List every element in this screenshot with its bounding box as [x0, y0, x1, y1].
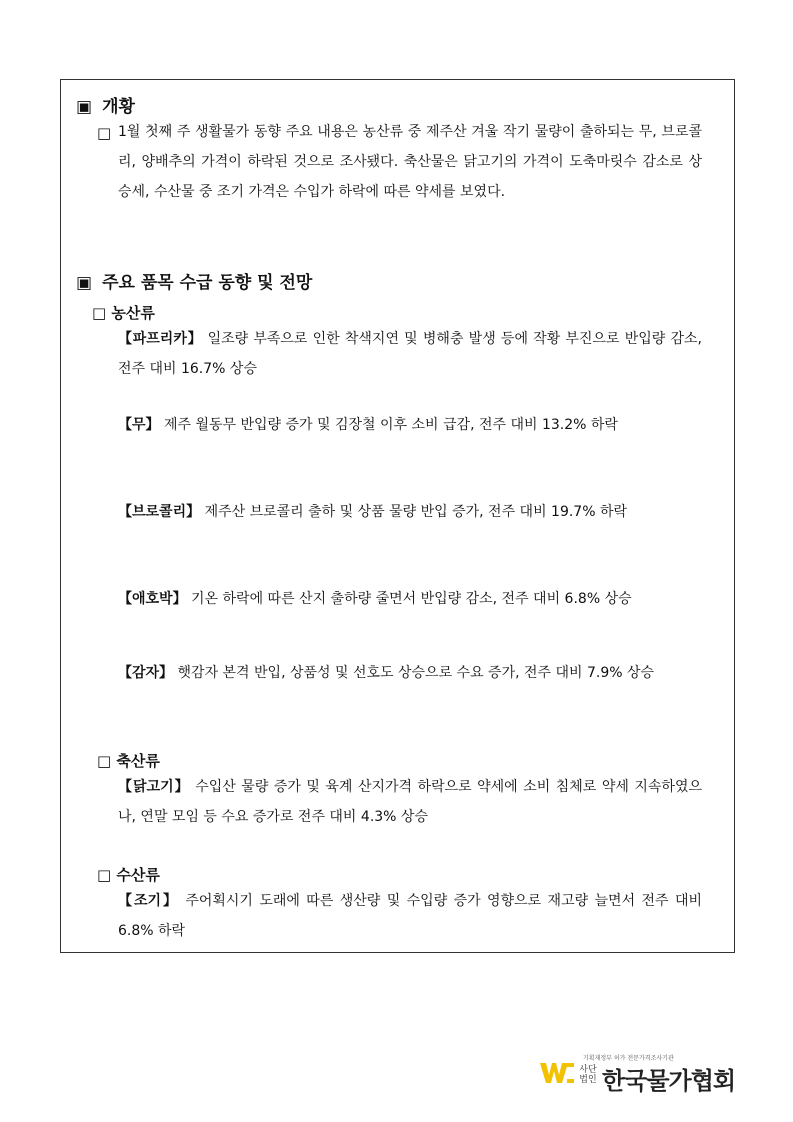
item-paprika — [118, 324, 702, 384]
item-potato — [118, 658, 702, 688]
fishery-subheading: □ 수산류 — [97, 866, 160, 884]
item-text: 제주산 브로콜리 출하 및 상품 물량 반입 증가, 전주 대비 19.7% 하락 — [204, 504, 628, 520]
logo-small-text: 사단법인 — [579, 1065, 597, 1085]
item-croaker — [118, 886, 702, 946]
checkbox-icon: □ — [92, 304, 107, 322]
overview-heading: ▣ 개황 — [76, 97, 135, 117]
trends-heading: ▣ 주요 품목 수급 동향 및 전망 — [76, 273, 313, 293]
item-name: 【닭고기】 — [118, 779, 190, 795]
item-radish — [118, 410, 702, 440]
logo-mark-icon — [540, 1063, 574, 1083]
item-name: 【애호박】 — [118, 591, 187, 607]
livestock-subheading: □ 축산류 — [97, 752, 160, 770]
item-text: 수입산 물량 증가 및 육계 산지가격 하락으로 약세에 소비 침체로 약세 지속하였으나, 연말 모임 등 수요 증가로 전주 대비 4.3% 상승 — [118, 779, 702, 825]
overview-text: 1월 첫째 주 생활물가 동향 주요 내용은 농산류 중 제주산 겨울 작기 물량이 출하되는 무, 브로콜리, 양배추의 가격이 하락된 것으로 조사됐다. 축산물은 닭고기의 가격이 도축마릿수 감소로 상승세, 수산물 중 조기 가격은 수입가 하락에 따른 약세를 보였다. — [118, 124, 702, 200]
logo-caption: 기획재정부 허가 전문가격조사기관 — [583, 1055, 674, 1062]
item-text: 햇감자 본격 반입, 상품성 및 선호도 상승으로 수요 증가, 전주 대비 7.9% 상승 — [177, 665, 655, 681]
logo-name: 한국물가협회 — [602, 1067, 736, 1095]
organization-logo — [540, 1053, 740, 1093]
checkbox-icon: □ — [97, 866, 112, 884]
filled-square-icon: ▣ — [76, 273, 93, 293]
item-text: 제주 월동무 반입량 증가 및 김장철 이후 소비 급감, 전주 대비 13.2% 하락 — [163, 417, 618, 433]
item-text: 일조량 부족으로 인한 착색지연 및 병해충 발생 등에 작황 부진으로 반입량 감소, 전주 대비 16.7% 상승 — [118, 331, 702, 377]
checkbox-icon: □ — [97, 124, 112, 142]
item-name: 【무】 — [118, 417, 160, 433]
item-text: 주어획시기 도래에 따른 생산량 및 수입량 증가 영향으로 재고량 늘면서 전주 대비 6.8% 하락 — [118, 893, 702, 939]
item-zucchini — [118, 584, 702, 614]
item-name: 【브로콜리】 — [118, 504, 201, 520]
item-broccoli — [118, 497, 702, 527]
item-name: 【감자】 — [118, 665, 174, 681]
item-text: 기온 하락에 따른 산지 출하량 줄면서 반입량 감소, 전주 대비 6.8% 상승 — [191, 591, 632, 607]
item-name: 【파프리카】 — [118, 331, 203, 347]
item-name: 【조기】 — [118, 893, 179, 909]
agri-subheading: □ 농산류 — [92, 304, 155, 322]
filled-square-icon: ▣ — [76, 97, 93, 117]
item-chicken — [118, 772, 702, 832]
checkbox-icon: □ — [97, 752, 112, 770]
